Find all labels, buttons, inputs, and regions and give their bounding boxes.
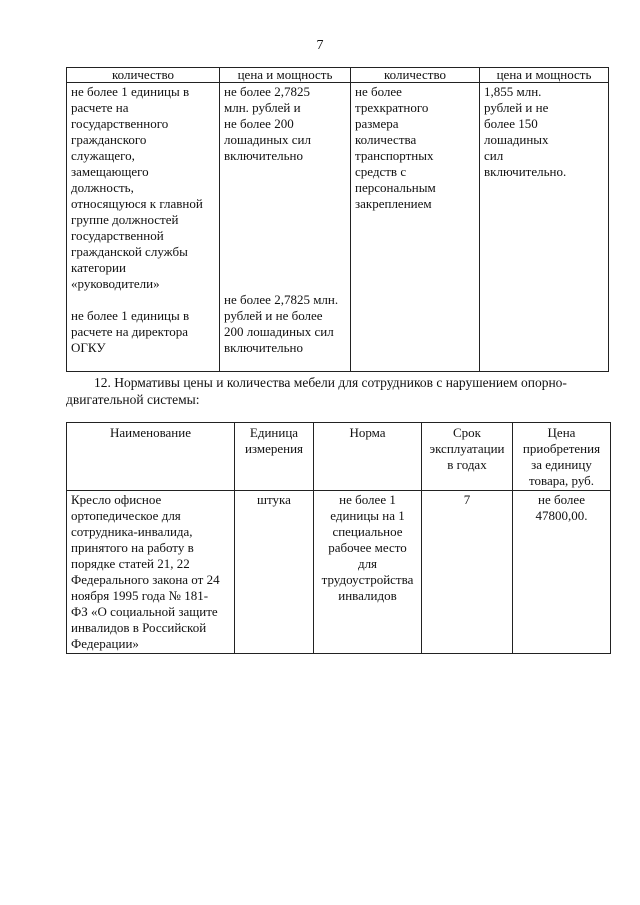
text-line: относящуюся к главной [71, 196, 203, 211]
text-line: категории [71, 260, 126, 275]
header-quantity-1: количество [67, 68, 220, 83]
header-price-power-1: цена и мощность [220, 68, 351, 83]
text-line: сотрудника-инвалида, [71, 524, 193, 539]
text-line: специальное [332, 524, 403, 539]
text-line: измерения [244, 441, 304, 456]
text-line: млн. рублей и [224, 100, 301, 115]
header-name [67, 423, 235, 491]
text-line: трехкратного [355, 100, 429, 115]
page-number: 7 [316, 38, 324, 53]
furniture-norms-table [66, 422, 611, 654]
header-term [422, 423, 513, 491]
text-line: лошадиных [484, 132, 549, 147]
text-line: более 150 [484, 116, 538, 131]
text-line: включительно. [484, 164, 567, 179]
section-12-line-1: 12. Нормативы цены и количества мебели для сотрудников с нарушением опорно- [94, 375, 567, 390]
text-line: принятого на работу в [71, 540, 194, 555]
section-12-line-2: двигательной системы: [66, 392, 200, 407]
text-line: 7 [463, 492, 471, 507]
header-price [513, 423, 611, 491]
text-line: включительно [224, 340, 303, 355]
text-line: должность, [71, 180, 134, 195]
table-row [67, 491, 611, 654]
text-line: «руководители» [71, 276, 160, 291]
text-line: лошадиных сил [224, 132, 311, 147]
header-quantity-2: количество [351, 68, 480, 83]
text-line: замещающего [71, 164, 149, 179]
text-line: за единицу [531, 457, 592, 472]
text-line: Кресло офисное [71, 492, 162, 507]
text-line: расчете на [71, 100, 129, 115]
price-power-cell-2 [480, 83, 609, 372]
unit-cell [235, 491, 314, 654]
text-line: Срок [453, 425, 481, 440]
text-line: ноября 1995 года № 181- [71, 588, 209, 603]
text-line: Норма [349, 425, 386, 440]
text-line: единицы на 1 [330, 508, 405, 523]
text-line: не более 2,7825 млн. [224, 292, 339, 307]
text-line: не более [355, 84, 402, 99]
text-line: рублей и не более [224, 308, 323, 323]
text-line: Федерального закона от 24 [71, 572, 220, 587]
term-cell [422, 491, 513, 654]
text-line: приобретения [522, 441, 601, 456]
text-line: для [357, 556, 378, 571]
vehicle-norms-table [66, 67, 609, 372]
text-line: порядке статей 21, 22 [71, 556, 190, 571]
table-header-row [67, 423, 611, 491]
text-line: рабочее место [328, 540, 407, 555]
text-line: рублей и не [484, 100, 549, 115]
price-block-head [224, 84, 346, 164]
text-line: Федерации» [71, 636, 139, 651]
text-line: не более 200 [224, 116, 294, 131]
text-line: инвалидов [338, 588, 397, 603]
text-line: 1,855 млн. [484, 84, 542, 99]
text-line: количества [355, 132, 417, 147]
text-line: государственного [71, 116, 169, 131]
text-line: не более 1 [339, 492, 396, 507]
text-line: не более 1 единицы в [71, 84, 190, 99]
text-line: транспортных [355, 148, 434, 163]
text-line: государственной [71, 228, 164, 243]
text-line: размера [355, 116, 399, 131]
item-name-cell [67, 491, 235, 654]
text-line: инвалидов в Российской [71, 620, 207, 635]
text-line: закреплением [355, 196, 432, 211]
text-line: ортопедическое для [71, 508, 181, 523]
text-line: эксплуатации [429, 441, 505, 456]
text-line: не более 1 единицы в [71, 308, 190, 323]
price-power-cell [220, 83, 351, 372]
text-line: включительно [224, 148, 303, 163]
text-line: ФЗ «О социальной защите [71, 604, 218, 619]
header-norm [314, 423, 422, 491]
text-line: Цена [547, 425, 576, 440]
price-block-director [224, 292, 346, 356]
table-header-row [67, 68, 609, 83]
header-price-power-2: цена и мощность [480, 68, 609, 83]
price-cell [513, 491, 611, 654]
quantity-block-director [71, 308, 215, 356]
text-line: штука [257, 492, 291, 507]
header-unit [235, 423, 314, 491]
text-line: ОГКУ [71, 340, 106, 355]
text-line: трудоустройства [321, 572, 414, 587]
text-line: сил [484, 148, 504, 163]
text-line: не более [538, 492, 585, 507]
section-12-paragraph [66, 374, 610, 408]
quantity-block-head [71, 84, 215, 292]
text-line: гражданского [71, 132, 147, 147]
table-row [67, 83, 609, 372]
text-line: в годах [447, 457, 487, 472]
text-line: Наименование [110, 425, 191, 440]
text-line: 47800,00. [535, 508, 588, 523]
text-line: персональным [355, 180, 436, 195]
text-line: гражданской службы [71, 244, 188, 259]
text-line: не более 2,7825 [224, 84, 310, 99]
text-line: средств с [355, 164, 407, 179]
quantity-cell [67, 83, 220, 372]
quantity-cell-2 [351, 83, 480, 372]
text-line: Единица [249, 425, 299, 440]
text-line: расчете на директора [71, 324, 189, 339]
text-line: товара, руб. [528, 473, 595, 488]
norm-cell [314, 491, 422, 654]
text-line: группе должностей [71, 212, 179, 227]
text-line: 200 лошадиных сил [224, 324, 334, 339]
text-line: служащего, [71, 148, 135, 163]
